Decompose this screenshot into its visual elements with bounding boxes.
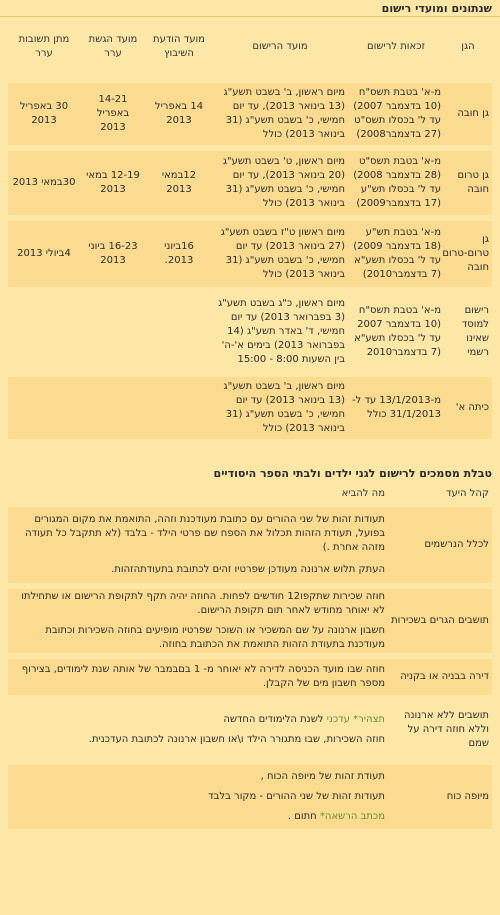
row-registration: מיום ראשון, ב' בשבט תשע"ג (13 בינואר 2013) עד יום חמישי, כ' בשבט תשע"ג (31 בינואר 2013) כולל bbox=[212, 377, 348, 439]
table-row bbox=[8, 589, 492, 653]
row-name: גן טרום חובה bbox=[444, 151, 492, 215]
row-answers bbox=[8, 377, 80, 439]
table-row bbox=[8, 221, 492, 287]
row-placement bbox=[146, 377, 212, 439]
row-audience: תושבים ללא ארנונה וללא חוזה דירה על שמם bbox=[403, 710, 489, 749]
documents-table bbox=[8, 481, 492, 829]
header-eligibility: זכאות לרישום bbox=[367, 41, 425, 52]
row-documents bbox=[8, 507, 388, 583]
row-documents bbox=[8, 589, 388, 653]
header-appeal: מועד הגשת ערר bbox=[88, 34, 138, 59]
section-title-dates: שנתונים ומועדי רישום bbox=[0, 0, 500, 17]
row-documents bbox=[8, 701, 388, 759]
document-line: העתק תלוש ארנונה מעודכן שפרטיו זהים לכתובת בתעודתהזהות. bbox=[111, 564, 385, 575]
document-line: חוזה השכירות, שבו מתגורר הילד ו\או חשבון ארנונה לכתובת העדכנית. bbox=[88, 734, 385, 745]
row-answers: 30במאי 2013 bbox=[8, 151, 80, 215]
row-audience: דירה בבניה או בקניה bbox=[388, 659, 492, 695]
header-registration: מועד הרישום bbox=[252, 41, 308, 52]
row-audience: תושבים הגרים בשכירות bbox=[388, 589, 492, 653]
row-placement bbox=[146, 293, 212, 371]
table-row bbox=[8, 659, 492, 695]
row-name: כיתה א' bbox=[444, 377, 492, 439]
table-row bbox=[8, 293, 492, 371]
row-answers: 30 באפריל 2013 bbox=[8, 83, 80, 145]
header-audience: קהל היעד bbox=[446, 488, 489, 499]
row-eligibility: מ-א' בטבת תשס"ט (28 בדצמבר 2008) עד ל' בכסלו תש"ע (17 בדצמבר2009) bbox=[348, 151, 444, 215]
registration-dates-table bbox=[8, 17, 492, 439]
row-audience: מיופה כוח bbox=[388, 765, 492, 829]
row-appeal bbox=[80, 377, 146, 439]
table-row bbox=[8, 701, 492, 759]
table-row bbox=[8, 377, 492, 439]
row-appeal bbox=[80, 293, 146, 371]
row-appeal: 16-23 ביוני 2013 bbox=[80, 221, 146, 287]
document-line: מכתב הרשאה* חתום . bbox=[287, 811, 385, 822]
document-line: תצהיר* עדכני לשנת הלימודים החדשה bbox=[223, 714, 385, 725]
document-line: תעודות זהות של שני ההורים - מקור בלבד bbox=[208, 791, 385, 802]
header-what-to-bring: מה להביא bbox=[341, 488, 385, 499]
row-name: גן טרום-טרום חובה bbox=[444, 221, 492, 287]
row-eligibility: מ-א' בטבת תשס"ח (10 בדצמבר 2007 עד ל' בכסלו תשע"א (7 בדצמבר2010 bbox=[354, 305, 441, 358]
row-answers: 4ביולי 2013 bbox=[8, 221, 80, 287]
document-line: חוזה שכירות שתקפו12 חודשים לפחות. החוזה יהיה תקף לתקופת הרישום או שתחילתו לא יאוחר מחודש לאחר תום תקופת הרישום. bbox=[21, 591, 385, 616]
row-audience: לכלל הנרשמים bbox=[388, 507, 492, 583]
row-appeal: 14-21 באפריל 2013 bbox=[80, 83, 146, 145]
section-title-documents: טבלת מסמכים לרישום לגני ילדים ולבתי הספר היסודיים bbox=[213, 467, 492, 480]
document-line: תעודת זהות של מיופה הכוח , bbox=[260, 771, 385, 782]
table-row bbox=[8, 151, 492, 215]
row-placement: 14 באפריל 2013 bbox=[146, 83, 212, 145]
row-placement: 12במאי 2013 bbox=[146, 151, 212, 215]
row-documents bbox=[8, 765, 388, 829]
table-header-row bbox=[8, 17, 492, 77]
row-documents bbox=[8, 659, 388, 695]
document-line: תעודות זהות של שני ההורים עם כתובת מעודכנת וזהה, התואמת את מקום המגורים בפועל, תעודת הזהות תכלול את הספח שם פרטי הילד - בלבד (לא תתקבל כל תעודה מזהה אחרת .) bbox=[25, 514, 385, 553]
row-name: גן חובה bbox=[444, 83, 492, 145]
row-eligibility: מ-א' בטבת תש"ע (18 בדצמבר 2009) עד ל' בכסלו תשע"א (7 בדצמבר2010) bbox=[348, 221, 444, 287]
row-eligibility: מ-13/1/2013 עד ל- 31/1/2013 כולל bbox=[348, 377, 444, 439]
table-header-row bbox=[8, 481, 492, 507]
row-name: רישום למוסד שאינו רשמי bbox=[461, 305, 489, 358]
row-eligibility: מ-א' בטבת תשס"ח (10 בדצמבר 2007) עד ל' בכסלו תשס"ט (27 בדצמבר2008) bbox=[348, 83, 444, 145]
row-answers bbox=[8, 293, 80, 371]
header-kindergarten: הגן bbox=[461, 41, 475, 52]
table-row bbox=[8, 765, 492, 829]
table-row bbox=[8, 507, 492, 583]
table-row bbox=[8, 83, 492, 145]
header-answers: מתן תשובות ערר bbox=[18, 34, 70, 59]
affidavit-link[interactable]: תצהיר* עדכני bbox=[326, 714, 385, 725]
row-placement: 16ביוני 2013. bbox=[146, 221, 212, 287]
document-line: חוזה שבו מועד הכניסה לדירה לא יאוחר מ- 1 בםבמבר של אותה שנת לימודים, בצירוף מספר חשבון מים של הקבלן. bbox=[21, 664, 385, 689]
row-appeal: 12-19 במאי 2013 bbox=[80, 151, 146, 215]
row-registration: מיום ראשון, ב' בשבט תשע"ג (13 בינואר 2013), עד יום חמישי, כ' בשבט תשע"ג (31 בינואר 2013) כולל bbox=[212, 83, 348, 145]
row-registration: מיום ראשון, כ"ג בשבט תשע"ג (3 בפברואר 2013) עד יום חמישי, ד' באדר תשע"ג (14 בפברואר 2013) בימים א'-ה' בין השעות 8:00 - 15:00 bbox=[218, 298, 345, 365]
document-line: חשבון ארנונה על שם המשכיר או השוכר שפרטיו מופיעים בחוזה השכירות וכתובת מעודכנת בתעודת הזהות התואמת את הכתובת בחוזה. bbox=[45, 625, 385, 650]
row-registration: מיום ראשון, ט' בשבט תשע"ג (20 בינואר 2013), עד יום חמישי, כ' בשבט תשע"ג (31 בינואר 2013) כולל bbox=[212, 151, 348, 215]
row-registration: מיום ראשון ט"ז בשבט תשע"ג (27 בינואר 2013) עד יום חמישי, כ' בשבט תשע"ג (31 בינואר 2013) כולל bbox=[212, 221, 348, 287]
authorization-letter-link[interactable]: מכתב הרשאה* bbox=[319, 811, 385, 822]
header-placement: מועד הודעת השיבוץ bbox=[153, 34, 205, 59]
